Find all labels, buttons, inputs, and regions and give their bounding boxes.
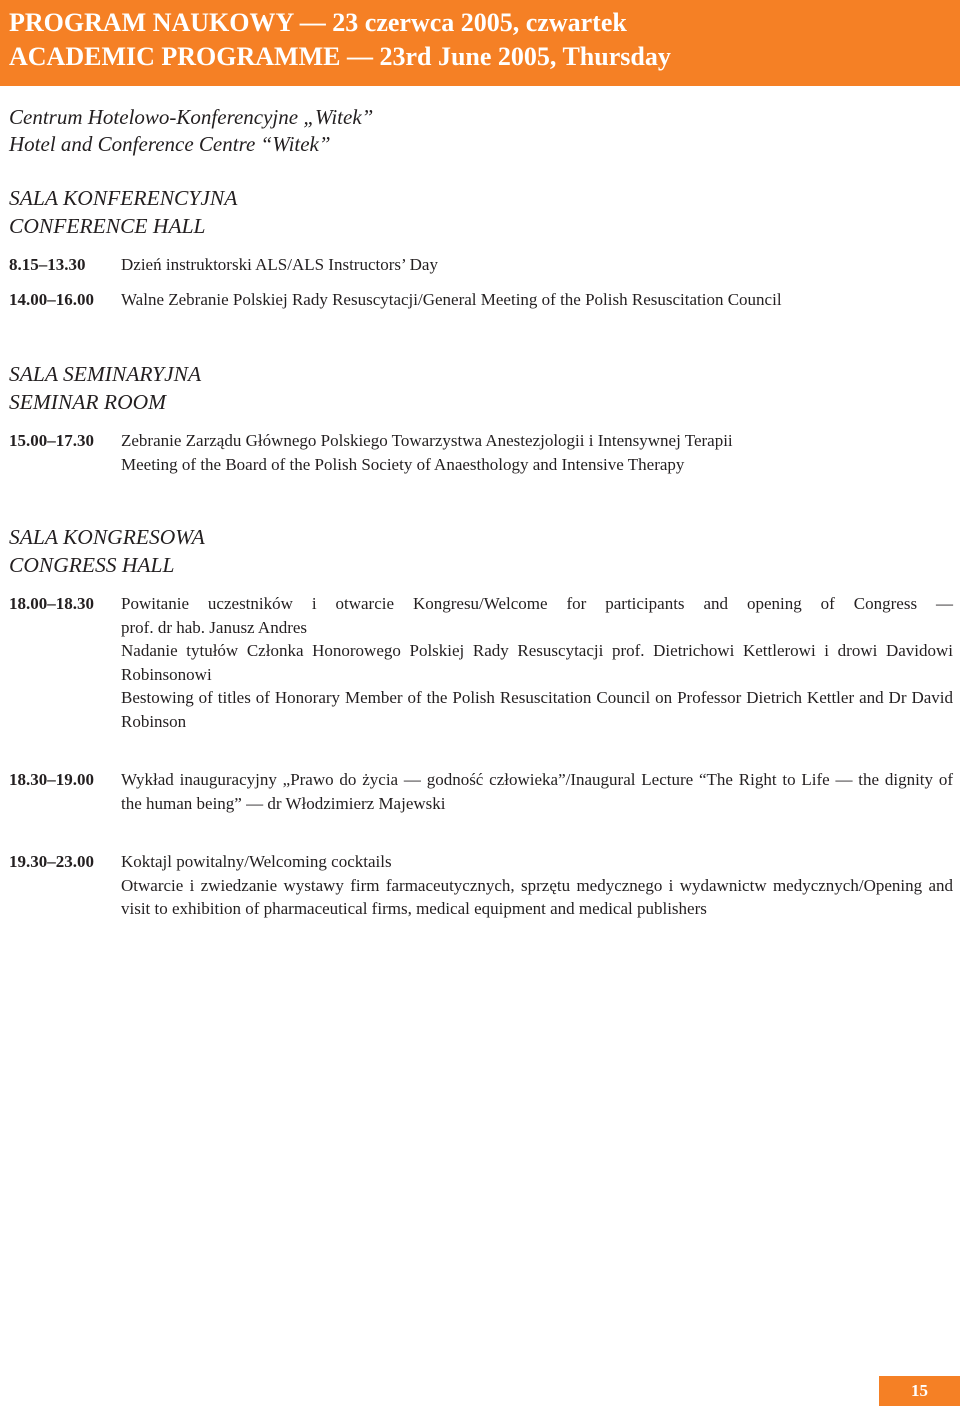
room-heading-en: SEMINAR ROOM [9,390,167,414]
schedule-description: Walne Zebranie Polskiej Rady Resuscytacji/General Meeting of the Polish Resuscitation Council [121,290,782,309]
room-heading-en: CONGRESS HALL [9,553,175,577]
schedule-description: Dzień instruktorski ALS/ALS Instructors’ Day [121,255,438,274]
room-heading-pl: SALA KONGRESOWA [9,525,205,549]
venue-name-en: Hotel and Conference Centre “Witek” [9,132,331,156]
header-title-en: ACADEMIC PROGRAMME — 23rd June 2005, Thursday [9,42,671,71]
page-number: 15 [879,1376,960,1406]
schedule-description: Zebranie Zarządu Głównego Polskiego Towarzystwa Anestezjologii i Intensywnej Terapii [121,431,733,450]
schedule-time: 19.30–23.00 [9,852,94,871]
header-title-pl: PROGRAM NAUKOWY — 23 czerwca 2005, czwartek [9,8,627,37]
schedule-time: 15.00–17.30 [9,431,94,450]
schedule-time: 18.30–19.00 [9,770,94,789]
room-heading-en: CONFERENCE HALL [9,214,206,238]
schedule-description: Nadanie tytułów Członka Honorowego Polskiej Rady Resuscytacji prof. Dietrichowi Kettlerowi i drowi Davidowi Robinsonowi [121,641,953,684]
schedule-description: Wykład inauguracyjny „Prawo do życia — godność człowieka”/Inaugural Lecture “The Right to Life — the dignity of the human being” — dr Włodzimierz Majewski [121,770,953,813]
schedule-description: Meeting of the Board of the Polish Society of Anaesthology and Intensive Therapy [121,454,685,474]
schedule-time: 8.15–13.30 [9,255,86,274]
room-heading-pl: SALA SEMINARYJNA [9,362,202,386]
schedule-description: Otwarcie i zwiedzanie wystawy firm farmaceutycznych, sprzętu medycznego i wydawnictw medycznych/Opening and visit to exhibition of pharmaceutical firms, medical equipment and medical publishers [121,875,953,918]
schedule-description: Powitanie uczestników i otwarcie Kongresu/Welcome for participants and opening of Congress — [121,594,953,613]
room-heading-pl: SALA KONFERENCYJNA [9,186,238,210]
venue-name-pl: Centrum Hotelowo-Konferencyjne „Witek” [9,105,374,129]
schedule-description: Koktajl powitalny/Welcoming cocktails [121,852,392,871]
schedule-time: 18.00–18.30 [9,594,94,613]
programme-header-banner [0,0,960,86]
schedule-time: 14.00–16.00 [9,290,94,309]
schedule-speaker: prof. dr hab. Janusz Andres [121,617,308,637]
schedule-description: Bestowing of titles of Honorary Member of the Polish Resuscitation Council on Professor Dietrich Kettler and Dr David Robinson [121,688,953,731]
